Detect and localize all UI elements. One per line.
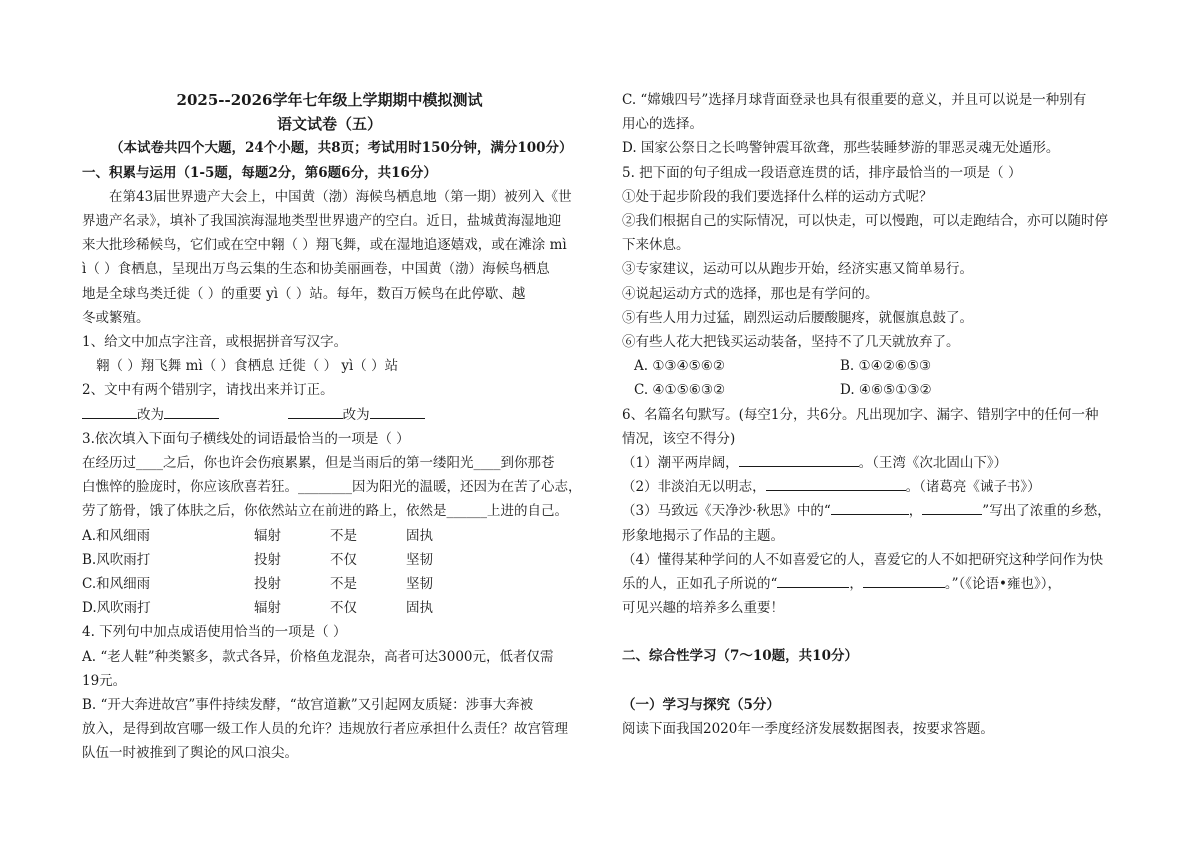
subsection-heading: （一）学习与探究（5分） xyxy=(622,696,780,713)
comma: ， xyxy=(849,576,863,593)
section1-heading: 一、积累与运用（1-5题，每题2分，第6题6分，共16分） xyxy=(82,164,437,181)
answer-blank[interactable] xyxy=(766,476,906,491)
answer-blank[interactable] xyxy=(777,573,849,588)
question-4-option-b: 放入，是得到故宫哪一级工作人员的允许？违规放行者应承担什么责任？故宫管理 xyxy=(82,721,568,738)
option-word: 辐射 xyxy=(254,600,281,617)
question-4-option-c: 用心的选择。 xyxy=(622,116,703,133)
question-3-text: 劳了筋骨，饿了体肤之后，你依然站立在前进的路上，依然是______上进的自己。 xyxy=(82,503,568,520)
passage-line: ì（ ）食栖息，呈现出万鸟云集的生态和协美丽画卷，中国黄（渤）海候鸟栖息 xyxy=(82,261,550,278)
option-word: 坚韧 xyxy=(406,551,433,568)
option-a: A. ①③④⑤⑥② xyxy=(634,358,725,375)
question-5-item: 下来休息。 xyxy=(622,237,690,254)
answer-blank[interactable] xyxy=(922,500,982,515)
left-column xyxy=(82,88,582,766)
answer-blank[interactable] xyxy=(370,404,425,419)
option-b: B. ①④②⑥⑤③ xyxy=(840,358,932,375)
question-2: 2、文中有两个错别字，请找出来并订正。 xyxy=(82,382,334,399)
question-5-item: ⑤有些人用力过猛，剧烈运动后腰酸腿疼，就偃旗息鼓了。 xyxy=(622,309,973,326)
question-5-options-row xyxy=(622,354,1122,378)
question-5: 5. 把下面的句子组成一段语意连贯的话，排序最恰当的一项是（ ） xyxy=(622,164,1022,181)
option-word: 坚韧 xyxy=(406,576,433,593)
poem-source: 。（诸葛亮《诫子书》） xyxy=(905,479,1041,496)
question-6-3 xyxy=(622,499,1122,523)
question-4-option-b: B. “开大奔进故宫”事件持续发酵，“故宫道歉”又引起网友质疑：涉事大奔被 xyxy=(82,697,534,714)
poem-source: 。（王湾《次北固山下》） xyxy=(858,455,1008,472)
option-d: D. ④⑥⑤①③② xyxy=(840,382,932,399)
question-4-option-a: 19元。 xyxy=(82,672,127,689)
option-word: 辐射 xyxy=(254,527,281,544)
subsection-instruction: 阅读下面我国2020年一季度经济发展数据图表，按要求答题。 xyxy=(622,720,994,737)
option-word: 投射 xyxy=(254,576,281,593)
question-3-option-d xyxy=(82,596,577,620)
poem-prompt: ”写出了浓重的乡愁， xyxy=(982,503,1111,520)
question-6-4-end: 可见兴趣的培养多么重要！ xyxy=(622,600,784,617)
poem-prompt: （1）潮平两岸阔， xyxy=(622,455,739,472)
question-5-options-row xyxy=(622,378,1122,402)
question-5-item: ③专家建议，运动可以从跑步开始，经济实惠又简单易行。 xyxy=(622,261,973,278)
passage-line: 地是全球鸟类迁徙（ ）的重要 yì（ ）站。每年，数百万候鸟在此停歇、越 xyxy=(82,285,526,302)
question-6-3-cont: 形象地揭示了作品的主题。 xyxy=(622,527,784,544)
question-6-4-cont xyxy=(622,572,1122,596)
correction-label: 改为 xyxy=(137,406,164,423)
answer-blank[interactable] xyxy=(831,500,909,515)
question-3-text: 白憔悴的脸庞时，你应该欣喜若狂。________因为阳光的温暖，还因为在苦了心志， xyxy=(82,479,582,496)
option-word: 固执 xyxy=(406,600,433,617)
question-3-text: 在经历过____之后，你也许会伤痕累累，但是当雨后的第一缕阳光____到你那苍 xyxy=(82,455,555,472)
option-word: 不是 xyxy=(330,527,357,544)
comma: ， xyxy=(908,503,923,520)
question-5-item: ④说起运动方式的选择，那也是有学问的。 xyxy=(622,285,879,302)
passage xyxy=(82,185,577,330)
question-4-option-c: C. “嫦娥四号”选择月球背面登录也具有很重要的意义，并且可以说是一种别有 xyxy=(622,92,1087,108)
option-label: C.和风细雨 xyxy=(82,576,151,593)
option-c: C. ④①⑤⑥③② xyxy=(634,382,726,399)
question-3-option-b xyxy=(82,548,577,572)
question-3-option-a xyxy=(82,524,577,548)
option-word: 不仅 xyxy=(330,600,357,617)
answer-blank[interactable] xyxy=(288,404,343,419)
question-6: 情况，该空不得分) xyxy=(622,430,736,447)
option-word: 不是 xyxy=(330,576,357,593)
section2-heading: 二、综合性学习（7～10题，共10分） xyxy=(622,648,858,665)
exam-note: （本试卷共四个大题，24个小题，共8页；考试用时150分钟，满分100分） xyxy=(110,140,573,157)
question-3-option-c xyxy=(82,572,577,596)
poem-prompt: 乐的人，正如孔子所说的“ xyxy=(622,576,778,593)
question-5-item: ①处于起步阶段的我们要选择什么样的运动方式呢？ xyxy=(622,188,933,205)
exam-subtitle: 语文试卷（五） xyxy=(276,115,382,134)
question-1-answers: 翱（ ）翔飞舞 mì（ ）食栖息 迁徙（ ） yì（ ）站 xyxy=(96,358,399,375)
right-column xyxy=(622,88,1122,741)
question-3: 3.依次填入下面句子横线处的词语最恰当的一项是（ ） xyxy=(82,430,410,447)
question-4-option-b: 队伍一时被推到了舆论的风口浪尖。 xyxy=(82,745,298,762)
question-1: 1、给文中加点字注音，或根据拼音写汉字。 xyxy=(82,334,348,351)
option-label: D.风吹雨打 xyxy=(82,600,151,617)
question-2-answers xyxy=(82,403,577,427)
question-4-option-d: D. 国家公祭日之长鸣警钟震耳欲聋，那些装睡梦游的罪恶灵魂无处遁形。 xyxy=(622,140,1060,157)
passage-line: 来大批珍稀候鸟，它们或在空中翱（ ）翔飞舞，或在湿地追逐嬉戏，或在滩涂 mì xyxy=(82,237,567,254)
question-4-option-a: A. “老人鞋”种类繁多，款式各异，价格鱼龙混杂，高者可达3000元，低者仅需 xyxy=(82,648,554,665)
exam-title: 2025--2026学年七年级上学期期中模拟测试 xyxy=(176,91,483,109)
option-label: B.风吹雨打 xyxy=(82,551,151,568)
question-5-item: ②我们根据自己的实际情况，可以快走，可以慢跑，可以走跑结合，亦可以随时停 xyxy=(622,213,1108,230)
answer-blank[interactable] xyxy=(739,452,859,467)
passage-line: 冬或繁殖。 xyxy=(82,309,150,326)
question-5-item: ⑥有些人花大把钱买运动装备，坚持不了几天就放弃了。 xyxy=(622,334,960,351)
poem-source: 。”（《论语•雍也》）， xyxy=(944,576,1062,593)
option-word: 投射 xyxy=(254,551,281,568)
poem-prompt: （2）非淡泊无以明志， xyxy=(622,479,766,496)
passage-line: 界遗产名录》，填补了我国滨海湿地类型世界遗产的空白。近日，盐城黄海湿地迎 xyxy=(82,213,562,230)
answer-blank[interactable] xyxy=(863,573,945,588)
question-6-2 xyxy=(622,475,1122,499)
passage-line: 在第43届世界遗产大会上，中国黄（渤）海候鸟栖息地（第一期）被列入《世 xyxy=(109,188,572,205)
option-label: A.和风细雨 xyxy=(82,527,151,544)
answer-blank[interactable] xyxy=(164,404,219,419)
answer-blank[interactable] xyxy=(82,404,137,419)
correction-label: 改为 xyxy=(342,406,370,423)
question-4: 4. 下列句中加点成语使用恰当的一项是（ ） xyxy=(82,624,347,641)
option-word: 固执 xyxy=(406,527,433,544)
question-6: 6、名篇名句默写。(每空1分，共6分。凡出现加字、漏字、错别字中的任何一种 xyxy=(622,406,1099,423)
question-6-4: （4）懂得某种学问的人不如喜爱它的人，喜爱它的人不如把研究这种学问作为快 xyxy=(622,551,1104,568)
question-6-1 xyxy=(622,451,1122,475)
option-word: 不仅 xyxy=(330,551,357,568)
poem-prompt: （3）马致远《天净沙·秋思》中的“ xyxy=(622,503,831,520)
